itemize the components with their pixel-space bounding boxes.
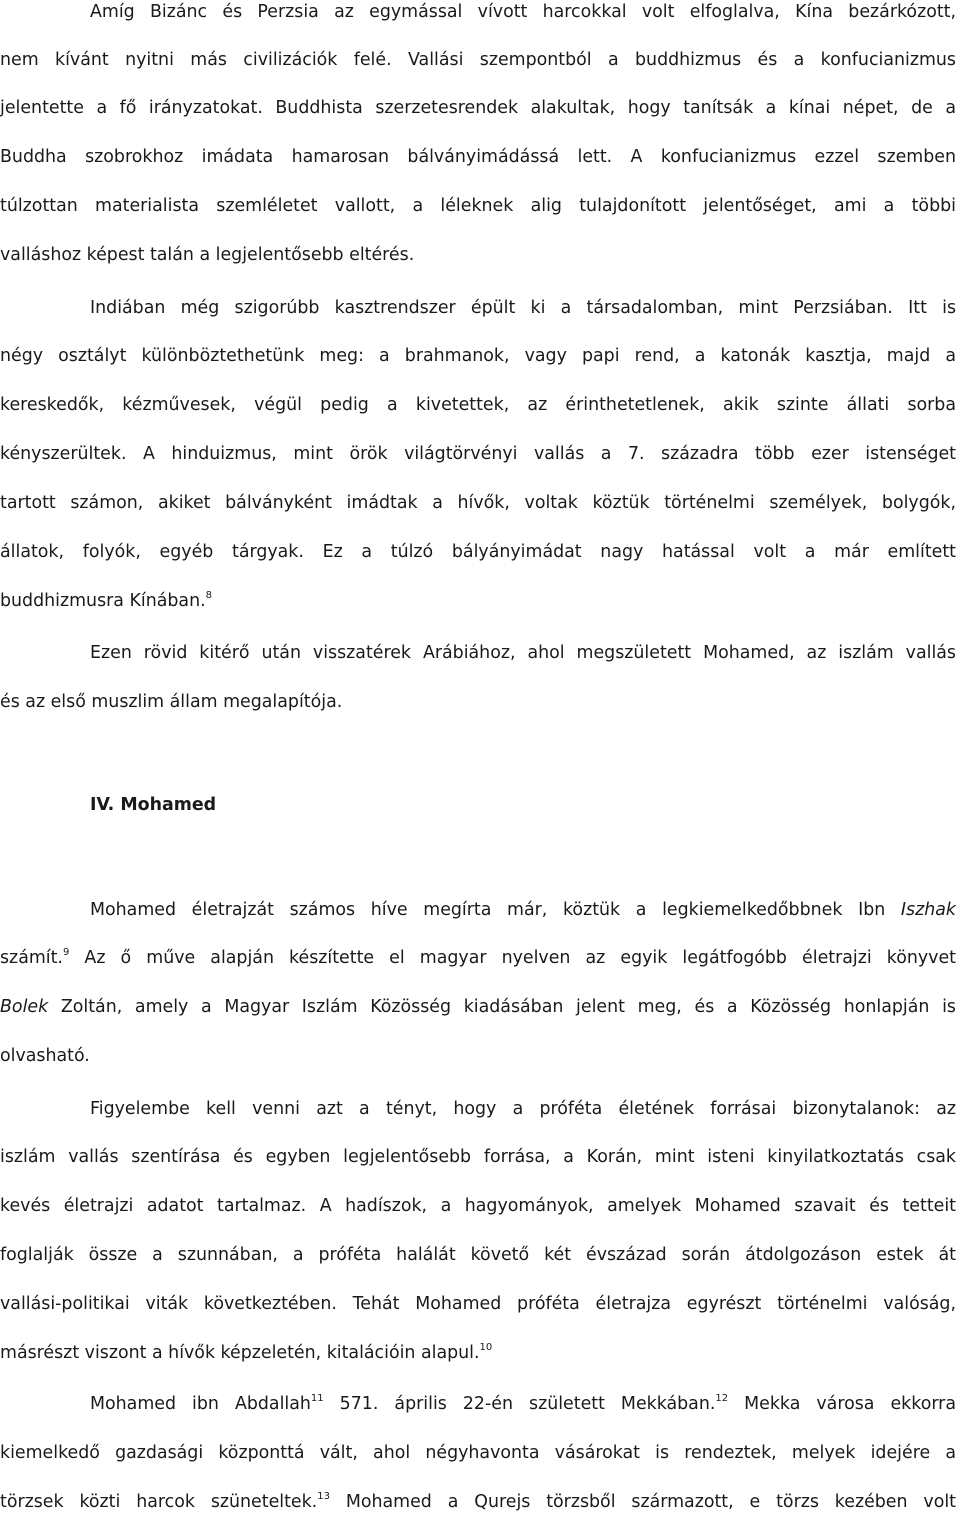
text-line: kiemelkedő gazdasági központtá vált, ahol négyhavonta vásárokat is rendeztek, melyek idejére a — [0, 1443, 956, 1463]
text-line: jelentette a fő irányzatokat. Buddhista szerzetesrendek alakultak, hogy tanítsák a kínai népet, de a — [0, 98, 956, 118]
text-line: négy osztályt különböztethetünk meg: a brahmanok, vagy papi rend, a katonák kasztja, majd a — [0, 346, 956, 366]
text-line: olvasható. — [0, 1046, 90, 1066]
text-segment: törzsek közti harcok szüneteltek. — [0, 1492, 318, 1512]
text-line: Ezen rövid kitérő után visszatérek Arábiához, ahol megszületett Mohamed, az iszlám vallás — [90, 643, 956, 663]
footnote-ref[interactable]: 8 — [205, 590, 213, 601]
text-line: kereskedők, kézművesek, végül pedig a kivetettek, az érinthetetlenek, akik szinte állati sorba — [0, 395, 956, 415]
text-line: nem kívánt nyitni más civilizációk felé. Vallási szempontból a buddhizmus és a konfucianizmus — [0, 50, 956, 70]
text-segment: másrészt viszont a hívők képzeletén, kitalációin alapul. — [0, 1343, 480, 1363]
text-segment: Mohamed életrajzát számos híve megírta már, köztük a legkiemelkedőbbnek Ibn — [90, 900, 886, 920]
italic-name: Iszhak — [900, 900, 956, 920]
text-segment: Az ő műve alapján készítette el magyar nyelven az egyik legátfogóbb életrajzi könyvet — [69, 948, 956, 968]
text-line — [0, 995, 956, 1019]
italic-name: Bolek — [0, 997, 49, 1017]
section-heading: IV. Mohamed — [90, 795, 217, 815]
text-line: iszlám vallás szentírása és egyben legjelentősebb forrása, a Korán, mint isteni kinyilatkoztatás csak — [0, 1147, 956, 1167]
text-line: Amíg Bizánc és Perzsia az egymással vívott harcokkal volt elfoglalva, Kína bezárkózott, — [90, 2, 956, 22]
text-line — [0, 1490, 956, 1514]
text-segment: Mohamed a Qurejs törzsből származott, e törzs kezében volt — [329, 1492, 957, 1512]
text-line: és az első muszlim állam megalapítója. — [0, 692, 343, 712]
text-line: vallási-politikai viták következtében. Tehát Mohamed próféta életrajza egyrészt történelmi valóság, — [0, 1294, 956, 1314]
text-line: kevés életrajzi adatot tartalmaz. A hadíszok, a hagyományok, amelyek Mohamed szavait és tetteit — [0, 1196, 956, 1216]
text-line — [0, 946, 956, 970]
text-segment: Zoltán, amely a Magyar Iszlám Közösség kiadásában jelent meg, és a Közösség honlapján is — [48, 997, 956, 1017]
footnote-ref[interactable]: 13 — [317, 1491, 330, 1502]
text-line: Indiában még szigorúbb kasztrendszer épült ki a társadalomban, mint Perzsiában. Itt is — [90, 298, 956, 318]
text-line: állatok, folyók, egyéb tárgyak. Ez a túlzó bályányimádat nagy hatással volt a már említett — [0, 542, 956, 562]
footnote-ref[interactable]: 10 — [479, 1342, 493, 1353]
text-line — [90, 898, 956, 922]
text-segment: buddhizmusra Kínában. — [0, 591, 206, 611]
text-line — [0, 589, 956, 613]
text-line — [0, 1341, 956, 1365]
text-line — [90, 1392, 956, 1416]
text-line: valláshoz képest talán a legjelentősebb eltérés. — [0, 245, 415, 265]
text-segment: 571. április 22-én született Mekkában. — [323, 1394, 716, 1414]
footnote-ref[interactable]: 9 — [62, 947, 70, 958]
text-line: Buddha szobrokhoz imádata hamarosan bálványimádássá lett. A konfucianizmus ezzel szemben — [0, 147, 956, 167]
footnote-ref[interactable]: 11 — [310, 1393, 324, 1404]
text-segment: számít. — [0, 948, 63, 968]
text-line: kényszerültek. A hinduizmus, mint örök világtörvényi vallás a 7. századra több ezer istenséget — [0, 444, 956, 464]
footnote-ref[interactable]: 12 — [715, 1393, 729, 1404]
text-segment: Mekka városa ekkorra — [728, 1394, 956, 1414]
text-segment: Mohamed ibn Abdallah — [90, 1394, 311, 1414]
text-line: foglalják össze a szunnában, a próféta halálát követő két évszázad során átdolgozáson estek át — [0, 1245, 956, 1265]
text-line: Figyelembe kell venni azt a tényt, hogy a próféta életének forrásai bizonytalanok: az — [90, 1099, 956, 1119]
text-line: túlzottan materialista szemléletet vallott, a léleknek alig tulajdonított jelentőséget, ami a többi — [0, 196, 956, 216]
text-line: tartott számon, akiket bálványként imádtak a hívők, voltak köztük történelmi személyek, bolygók, — [0, 493, 956, 513]
